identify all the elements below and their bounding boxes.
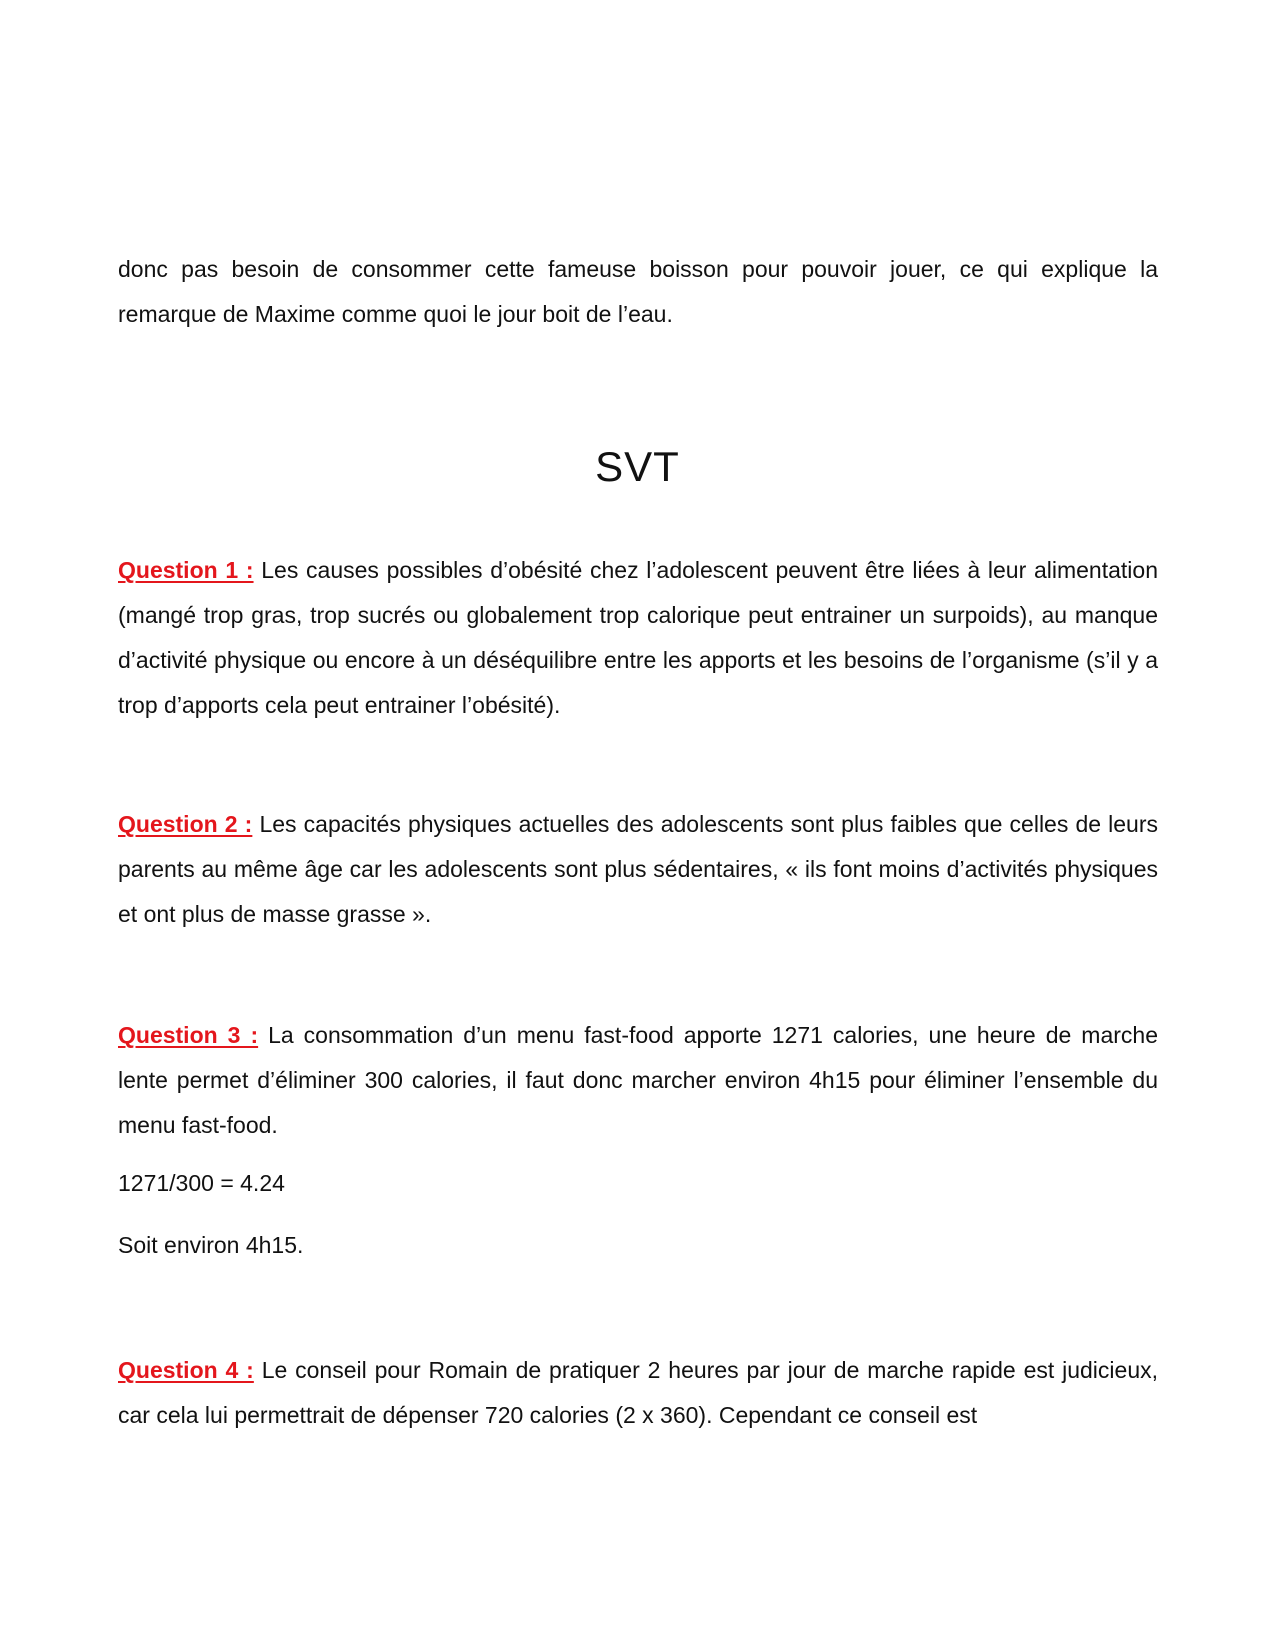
intro-paragraph: donc pas besoin de consommer cette fameuse boisson pour pouvoir jouer, ce qui explique la remarque de Maxime comme quoi le jour boit de l’eau. [118,256,1158,327]
question-2-paragraph [118,802,1158,937]
question-1-label: Question 1 : [118,557,254,583]
question-1-paragraph [118,548,1158,728]
question-3-label: Question 3 : [118,1022,259,1048]
question-2-text: Les capacités physiques actuelles des adolescents sont plus faibles que celles de leurs parents au même âge car les adolescents sont plus sédentaires, « ils font moins d’activités physiques et ont plus de masse grasse ». [118,811,1159,927]
question-2-label: Question 2 : [118,811,253,837]
question-3-paragraph [118,1013,1158,1148]
question-4-paragraph [118,1348,1158,1438]
calculation-result: Soit environ 4h15. [118,1232,304,1258]
question-3-text: La consommation d’un menu fast-food apporte 1271 calories, une heure de marche lente permet d’éliminer 300 calories, il faut donc marcher environ 4h15 pour éliminer l’ensemble du menu fast-food. [118,1022,1158,1138]
question-4-label: Question 4 : [118,1357,254,1383]
calculation-line: 1271/300 = 4.24 [118,1170,285,1196]
question-1-text: Les causes possibles d’obésité chez l’adolescent peuvent être liées à leur alimentation (mangé trop gras, trop sucrés ou globalement trop calorique peut entrainer un surpoids), au manque d’activité physique ou encore à un déséquilibre entre les apports et les besoins de l’organisme (s’il y a trop d’apports cela peut entrainer l’obésité). [118,557,1158,718]
section-title: SVT [595,443,680,490]
question-4-text: Le conseil pour Romain de pratiquer 2 heures par jour de marche rapide est judicieux, car cela lui permettrait de dépenser 720 calories (2 x 360). Cependant ce conseil est [118,1357,1158,1428]
